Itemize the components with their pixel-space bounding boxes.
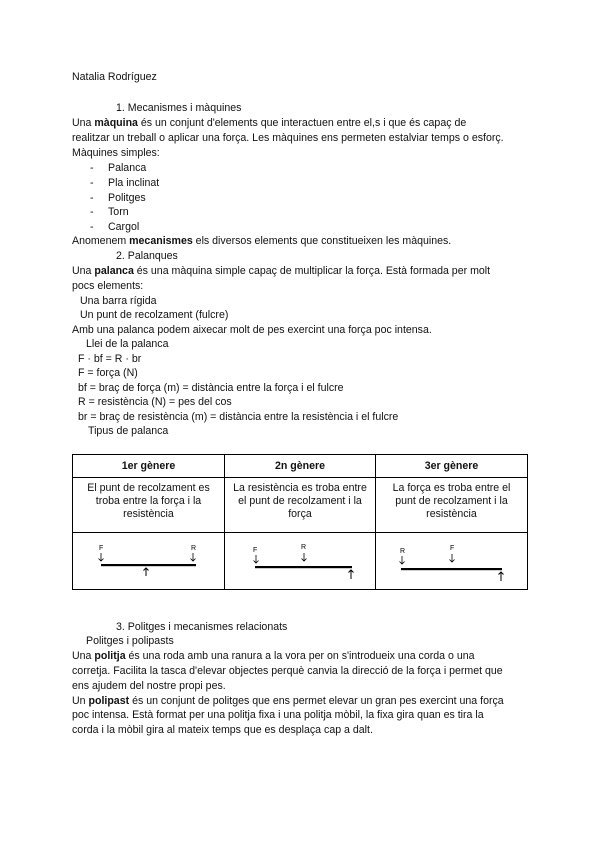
table-cell-figure xyxy=(73,533,225,590)
table-header-cell: 3er gènere xyxy=(376,455,528,478)
simple-machine-item: - Cargol xyxy=(90,221,140,233)
force-arrow-icon xyxy=(254,555,259,563)
lever-element: Una barra rígida xyxy=(80,295,157,307)
simple-machine-item: - Politges xyxy=(90,192,146,204)
section2-paragraph1-line1: Una palanca és una màquina simple capaç de multiplicar la força. Està formada per molt xyxy=(72,265,491,277)
lever-element: Un punt de recolzament (fulcre) xyxy=(80,309,229,321)
simple-machine-item: - Palanca xyxy=(90,162,147,174)
first-class-lever-diagram xyxy=(73,533,224,589)
section1-paragraph1-line1: Una màquina és un conjunt d'elements que interactuen entre el,s i que és capaç de xyxy=(72,117,467,129)
section3-heading: 3. Politges i mecanismes relacionats xyxy=(116,621,288,633)
force-label: F xyxy=(253,547,258,554)
simple-machines-label: Màquines simples: xyxy=(72,147,160,159)
section1-heading: 1. Mecanismes i màquines xyxy=(116,102,242,114)
lever-law-definition: bf = braç de força (m) = distància entre la força i el fulcre xyxy=(78,382,344,394)
lever-law-definition: F = força (N) xyxy=(78,367,138,379)
author-name: Natalia Rodríguez xyxy=(72,71,157,83)
term-mecanismes: mecanismes xyxy=(129,235,193,247)
lever-bar xyxy=(255,566,352,568)
term-polipast: polipast xyxy=(88,695,130,707)
force-label: F xyxy=(99,545,104,552)
lever-bar xyxy=(101,564,196,566)
section2-paragraph2: Amb una palanca podem aixecar molt de pes exercint una força poc intensa. xyxy=(72,324,432,336)
term-palanca: palanca xyxy=(94,265,134,277)
resistance-arrow-icon xyxy=(400,556,405,564)
section3-paragraph1-line2: corretja. Facilita la tasca d'elevar objectes perquè canvia la direcció de la força i permet que xyxy=(72,665,503,677)
table-cell-description: La resistència es troba entre el punt de recolzament i la força xyxy=(225,478,376,533)
section3-paragraph2-line1: Un polipast és un conjunt de politges que ens permet elevar un gran pes exercint una força xyxy=(72,695,504,707)
fulcrum-arrow-icon xyxy=(144,568,149,576)
lever-types-title: Tipus de palanca xyxy=(88,425,169,437)
term-maquina: màquina xyxy=(94,117,138,129)
second-class-lever-diagram xyxy=(225,533,375,589)
lever-law-formula: F · bf = R · br xyxy=(78,353,142,365)
section3-paragraph1-line1: Una politja és una roda amb una ranura a la vora per on s'introdueix una corda o una xyxy=(72,650,475,662)
lever-bar xyxy=(401,568,502,570)
table-row xyxy=(73,533,528,590)
term-politja: politja xyxy=(94,650,126,662)
section3-paragraph1-line3: ens ajudem del nostre propi pes. xyxy=(72,680,226,692)
simple-machine-item: - Pla inclinat xyxy=(90,177,160,189)
fulcrum-arrow-icon xyxy=(499,572,504,581)
table-cell-figure xyxy=(225,533,376,590)
force-arrow-icon xyxy=(450,554,455,562)
resistance-arrow-icon xyxy=(191,553,196,561)
table-header-row xyxy=(73,455,528,478)
table-cell-description: El punt de recolzament es troba entre la força i la resistència xyxy=(73,478,225,533)
resistance-arrow-icon xyxy=(302,553,307,561)
force-label: F xyxy=(450,545,455,552)
resistance-label: R xyxy=(400,548,406,555)
lever-law-definition: br = braç de resistència (m) = distància entre la resistència i el fulcre xyxy=(78,411,399,423)
section2-paragraph1-line2: pocs elements: xyxy=(72,280,144,292)
table-row xyxy=(73,478,528,533)
table-header-cell: 2n gènere xyxy=(225,455,376,478)
table-header-cell: 1er gènere xyxy=(73,455,225,478)
lever-types-table xyxy=(72,454,528,590)
section3-paragraph2-line2: poc intensa. Està format per una politja fixa i una politja mòbil, la fixa gira quan es tira la xyxy=(72,709,484,721)
section3-paragraph2-line3: corda i la mòbil gira al mateix temps que es desplaça cap a dalt. xyxy=(72,724,373,736)
fulcrum-arrow-icon xyxy=(349,570,354,579)
lever-law-title: Llei de la palanca xyxy=(86,338,169,350)
simple-machine-item: - Torn xyxy=(90,206,129,218)
section2-heading: 2. Palanques xyxy=(116,250,178,262)
section1-paragraph2: Anomenem mecanismes els diversos elements que constitueixen les màquines. xyxy=(72,235,452,247)
resistance-label: R xyxy=(301,544,307,551)
force-arrow-icon xyxy=(99,553,104,561)
lever-law-definition: R = resistència (N) = pes del cos xyxy=(78,396,232,408)
section3-subheading: Politges i polipasts xyxy=(86,635,174,647)
table-cell-description: La força es troba entre el punt de recolzament i la resistència xyxy=(376,478,528,533)
third-class-lever-diagram xyxy=(376,533,527,589)
table-cell-figure xyxy=(376,533,528,590)
resistance-label: R xyxy=(191,545,197,552)
section1-paragraph1-line2: realitzar un treball o aplicar una força. Les màquines ens permeten estalviar temps o esforç. xyxy=(72,132,504,144)
